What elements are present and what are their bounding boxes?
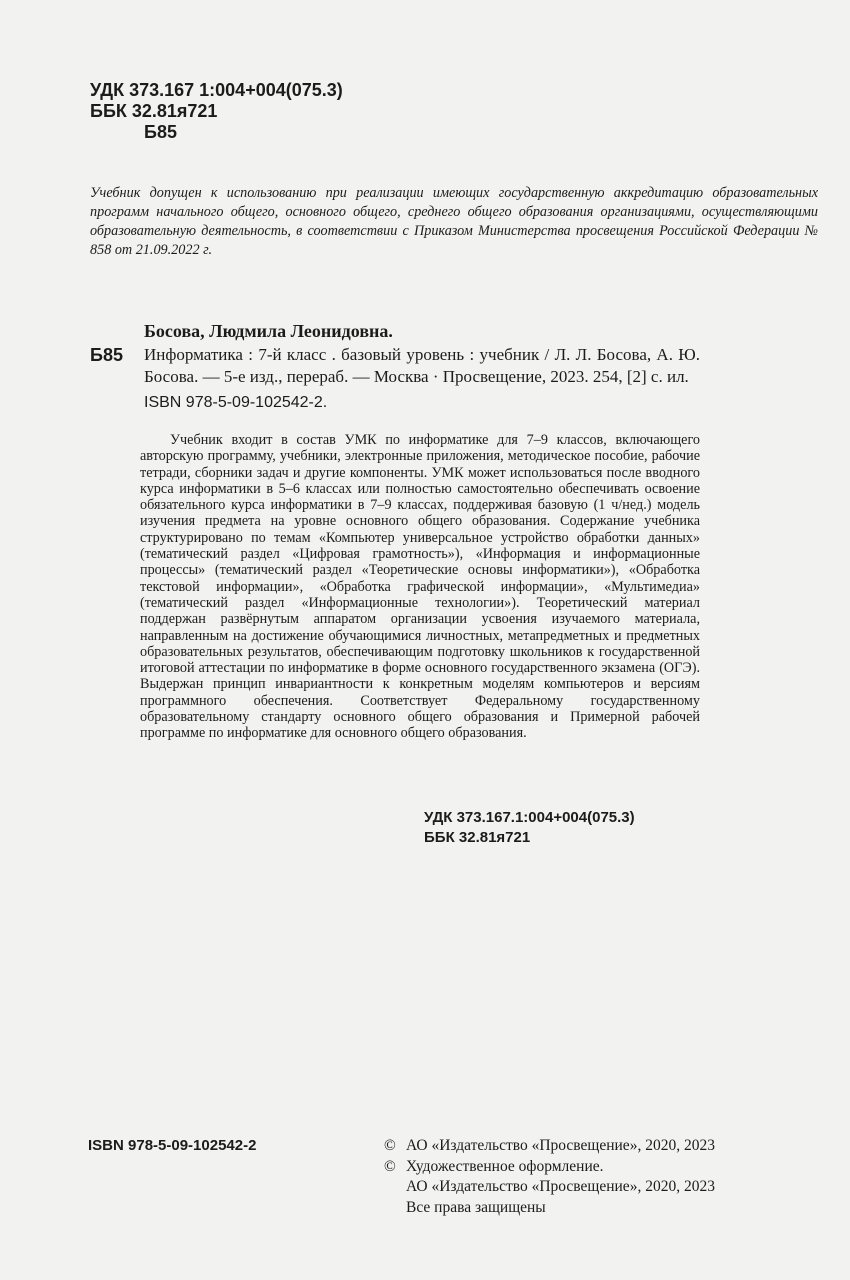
catalog-tag: Б85: [90, 345, 123, 365]
rights-reserved: Все права защищены: [406, 1198, 546, 1216]
approval-notice: Учебник допущен к использованию при реализации имеющих государственную аккредитацию образовательных программ начального общего, основного общего, среднего общего образования организациями, осуществляющими образовательную деятельность, в соответствии с Приказом Министерства просвещения Российской Федерации № 858 от 21.09.2022 г.: [90, 185, 818, 258]
copyright-design: Художественное оформление.: [406, 1157, 604, 1175]
catalog-description: Информатика : 7-й класс . базовый уровень : учебник / Л. Л. Босова, А. Ю. Босова. — 5-е изд., перераб. — Москва · Просвещение, 2023. 254, [2] с. ил.: [144, 345, 700, 386]
udk-code: УДК 373.167 1:004+004(075.3): [90, 80, 343, 100]
copyright-publisher: АО «Издательство «Просвещение», 2020, 2023: [406, 1137, 715, 1154]
bbk-full: ББК 32.81я721: [424, 829, 531, 846]
catalog-entry: [90, 320, 700, 414]
bbk-code: ББК 32.81я721: [90, 101, 218, 121]
copyright-design-publisher: АО «Издательство «Просвещение», 2020, 2023: [406, 1178, 715, 1195]
copyright-block: [384, 1136, 715, 1218]
author-heading: Босова, Людмила Леонидовна.: [144, 321, 393, 341]
catalog-description-block: [90, 344, 700, 388]
copyright-line: [384, 1157, 715, 1178]
catalog-isbn: ISBN 978-5-09-102542-2.: [144, 394, 328, 411]
classification-header: [90, 80, 343, 143]
copyright-line: [384, 1136, 715, 1157]
copyright-symbol: ©: [384, 1157, 396, 1175]
copyright-symbol: ©: [384, 1137, 396, 1154]
footer-isbn: ISBN 978-5-09-102542-2: [88, 1137, 257, 1154]
udk-full: УДК 373.167.1:004+004(075.3): [424, 809, 635, 826]
author-mark: Б85: [144, 122, 177, 142]
book-annotation: Учебник входит в состав УМК по информатике для 7–9 классов, включающего авторскую программу, учебники, электронные приложения, методическое пособие, рабочие тетради, сборники задач и другие компоненты. УМК может использоваться после вводного курса информатики в 5–6 классах или полностью самостоятельно обеспечивать освоение обязательного курса информатики в 7–9 классах, поддерживая базовую (1 ч/нед.) модель изучения предмета на уровне основного общего образования. Содержание учебника структурировано по темам «Компьютер универсальное устройство обработки данных» (тематический раздел «Цифровая грамотность»), «Информация и информационные процессы» (тематический раздел «Теоретические основы информатики»), «Обработка текстовой информации», «Обработка графической информации», «Мультимедиа» (тематический раздел «Информационные технологии»). Теоретический материал поддержан развёрнутым аппаратом организации усвоения изучаемого материала, направленным на достижение обучающимися личностных, метапредметных и предметных образовательных результатов, обеспечивающим подготовку школьников к государственной итоговой аттестации по информатике в форме основного государственного экзамена (ОГЭ). Выдержан принцип инвариантности к конкретным моделям компьютеров и версиям программного обеспечения. Соответствует Федеральному государственному образовательному стандарту основного общего образования и Примерной рабочей программе по информатике для основного общего образования.: [140, 432, 700, 742]
classification-footer: [424, 808, 635, 848]
